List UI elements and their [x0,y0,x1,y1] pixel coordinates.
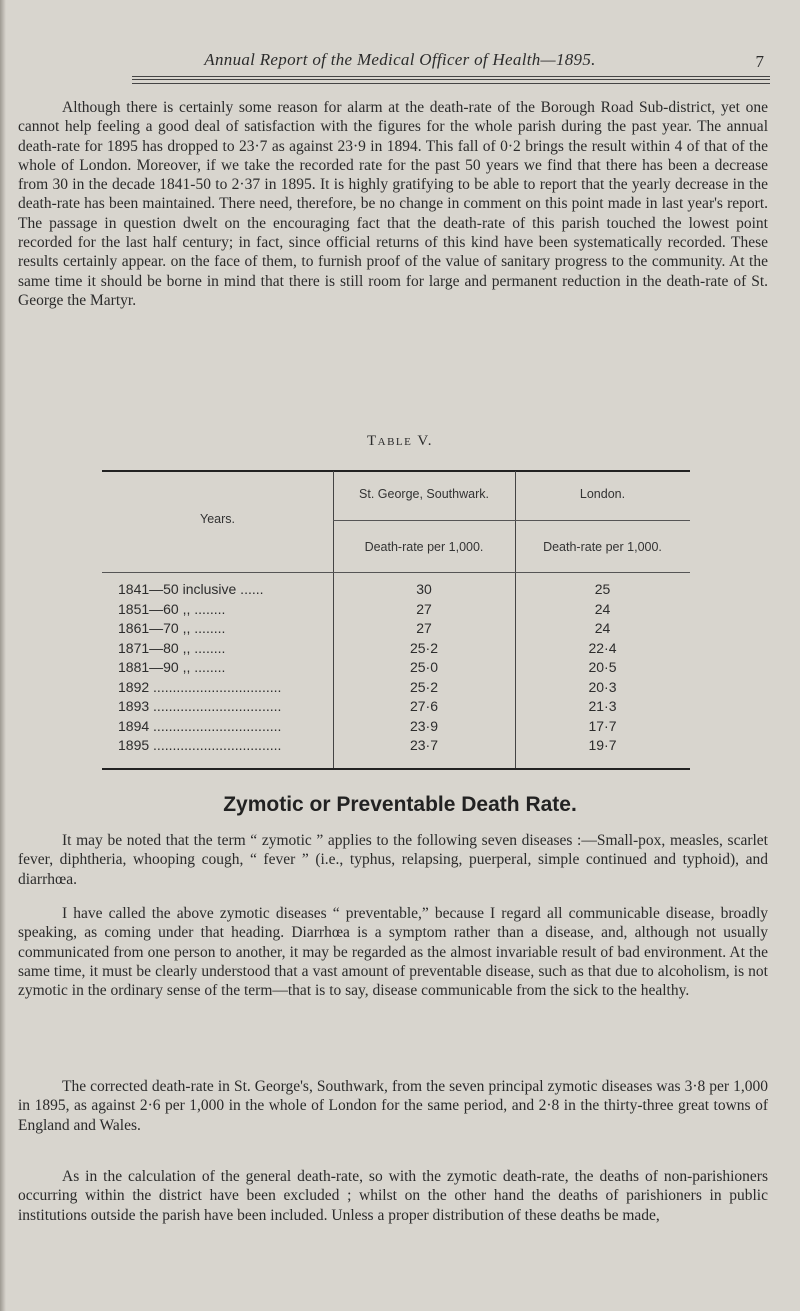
table-bottom-rule [102,768,690,770]
intro-paragraph-text: Although there is certainly some reason for alarm at the death-rate of the Borough Road Sub-district, yet one cannot help feeling a good deal of satisfaction with the figures for the whole parish during the past year. The annual death-rate for 1895 has dropped to 23·7 as against 23·9 in 1894. This fall of 0·2 brings the result within 4 of that of the whole of London. Moreover, if we take the recorded rate for the past 50 years we find that there has been a decrease from 30 in the decade 1841-50 to 2·37 in 1895. It is highly gratifying to be able to report that the yearly decrease in the death-rate has been maintained. There need, therefore, be no change in comment on this point made in last year's report. The passage in question dwelt on the encouraging fact that the death-rate of this parish touched the lowest point recorded for the last half century; in fact, since official returns of this kind have been systematically recorded. These results certainly appear. on the face of them, to furnish proof of the value of sanitary progress to the community. At the same time it should be borne in mind that there is still room for large and permanent reduction in the death-rate of St. George the Martyr. [18,99,768,309]
cell-london-rate: 25 [594,581,611,597]
column-header-stgeorge: St. George, Southwark. [359,487,489,501]
column-header-london: London. [579,487,626,501]
page-binding-edge [0,0,6,1311]
intro-paragraph [18,98,768,310]
cell-stgeorge-rate: 23·7 [409,737,439,753]
cell-stgeorge-rate: 23·9 [409,717,439,734]
paragraph-text: It may be noted that the term “ zymotic ” applies to the following seven diseases :—Small-pox, measles, scarlet fever, diphtheria, whooping cough, “ fever ” (i.e., typhus, relapsing, puerperal, simple continued and typhoid), and diarrhœa. [18,832,768,888]
row-years-label: 1851—60 ,, ........ [118,600,226,617]
table-top-rule [102,470,690,472]
zymotic-paragraph-4 [18,1167,768,1225]
row-years-label: 1895 ................................. [118,737,282,753]
cell-london-rate: 24 [594,620,611,636]
row-years-label: 1893 ................................. [118,698,282,714]
column-header-years: Years. [200,512,235,526]
table-header-rule [102,572,690,573]
running-header [0,48,800,72]
subheader-london-rate: Death-rate per 1,000. [543,540,662,554]
cell-london-rate: 24 [594,600,611,617]
row-years-label: 1892 ................................. [118,678,282,695]
cell-london-rate: 21·3 [588,698,617,714]
header-rule [132,76,770,77]
zymotic-paragraph-3 [18,1077,768,1135]
cell-london-rate: 19·7 [588,737,617,753]
header-title: Annual Report of the Medical Officer of Health—1895. [204,50,596,69]
cell-stgeorge-rate: 25·0 [409,659,439,675]
row-years-label: 1881—90 ,, ........ [118,659,226,675]
section-heading: Zymotic or Preventable Death Rate. [223,793,577,816]
cell-stgeorge-rate: 30 [416,581,432,597]
paragraph-text: I have called the above zymotic diseases “ preventable,” because I regard all communicable disease, broadly speaking, as coming under that heading. Diarrhœa is a symptom rather than a disease, and, although not usually communicated from one person to another, it may be regarded as the almost invariable result of bad environment. At the same time, it must be clearly understood that a vast amount of preventable disease, such as that due to alcoholism, is not zymotic in the ordinary sense of the term—that is to say, disease communicable from the sick to the healthy. [18,905,768,1000]
zymotic-paragraph-2 [18,904,768,1000]
row-years-label: 1894 ................................. [118,717,282,734]
cell-stgeorge-rate: 27 [416,620,432,636]
table-subheader-rule [333,520,690,521]
paragraph-text: The corrected death-rate in St. George's, Southwark, from the seven principal zymotic diseases was 3·8 per 1,000 in 1895, as against 2·6 per 1,000 in the whole of London for the same period, and 2·8 in the thirty-three great towns of England and Wales. [18,1078,768,1134]
cell-stgeorge-rate: 27 [416,600,432,617]
header-rule [132,79,770,80]
cell-stgeorge-rate: 25·2 [409,639,439,656]
page-number: 7 [755,52,764,71]
cell-london-rate: 22·4 [588,639,617,656]
cell-london-rate: 17·7 [588,717,617,734]
cell-stgeorge-rate: 27·6 [409,698,439,714]
subheader-stgeorge-rate: Death-rate per 1,000. [364,540,484,554]
row-years-label: 1861—70 ,, ........ [118,620,226,636]
cell-london-rate: 20·5 [588,659,617,675]
cell-london-rate: 20·3 [588,678,617,695]
row-years-label: 1841—50 inclusive ...... [118,581,264,597]
zymotic-paragraph-1 [18,831,768,889]
header-rule [132,83,770,84]
cell-stgeorge-rate: 25·2 [409,678,439,695]
paragraph-text: As in the calculation of the general death-rate, so with the zymotic death-rate, the deaths of non-parishioners occurring within the district have been excluded ; whilst on the other hand the deaths of parishioners in public institutions outside the parish have been included. Unless a proper distribution of these deaths be made, [18,1168,768,1224]
table-title: Table V. [366,433,433,449]
row-years-label: 1871—80 ,, ........ [118,639,226,656]
